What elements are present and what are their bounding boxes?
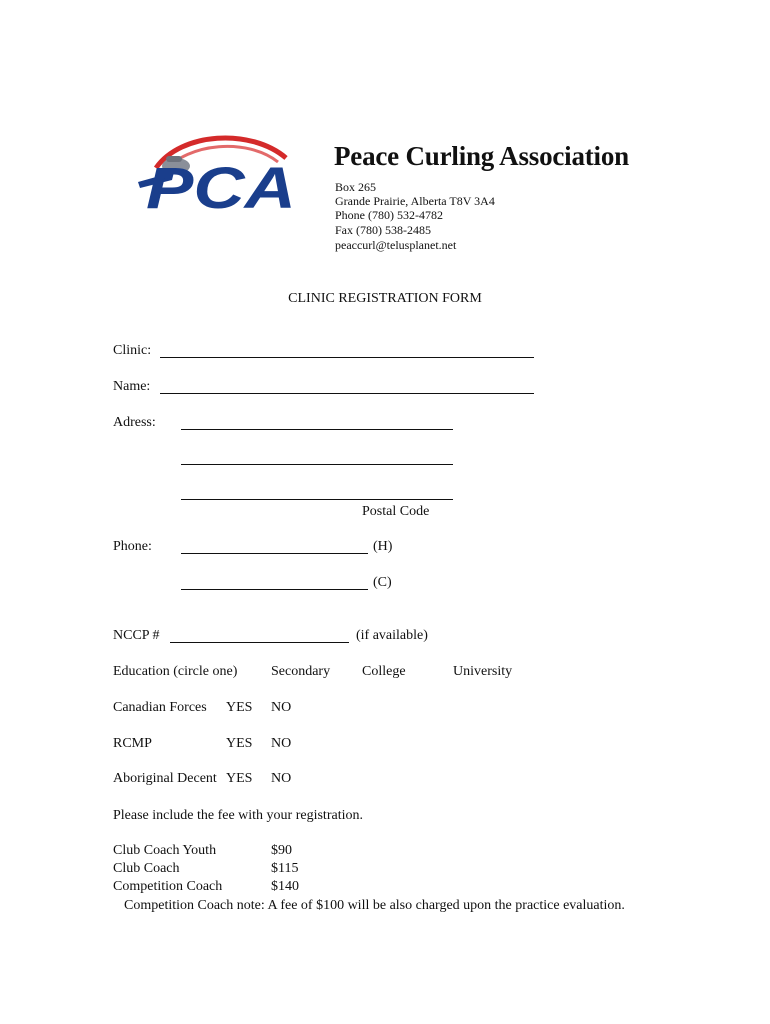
pca-logo (136, 132, 302, 218)
address-field-3[interactable] (181, 499, 453, 500)
nccp-field[interactable] (170, 642, 349, 643)
fee-item-price: $140 (271, 879, 299, 894)
aboriginal-label: Aboriginal Decent (113, 771, 217, 786)
address-line: Grande Prairie, Alberta T8V 3A4 (335, 194, 495, 208)
canadian-forces-label: Canadian Forces (113, 700, 207, 715)
canadian-forces-yes[interactable]: YES (226, 700, 253, 715)
clinic-field[interactable] (160, 357, 534, 358)
phone-label: Phone: (113, 539, 152, 554)
competition-coach-note: Competition Coach note: A fee of $100 will be also charged upon the practice evaluation. (124, 898, 625, 913)
address-line: Box 265 (335, 180, 377, 194)
name-field[interactable] (160, 393, 534, 394)
education-label: Education (circle one) (113, 664, 238, 679)
svg-text:PCA: PCA (146, 156, 296, 218)
rcmp-yes[interactable]: YES (226, 736, 253, 751)
education-option-secondary[interactable]: Secondary (271, 664, 331, 679)
name-label: Name: (113, 379, 151, 394)
address-field-1[interactable] (181, 429, 453, 430)
rcmp-label: RCMP (113, 736, 152, 751)
organization-name: Peace Curling Association (334, 141, 629, 171)
nccp-label: NCCP # (113, 628, 160, 643)
fee-item-name: Club Coach Youth (113, 843, 217, 858)
phone-cell-field[interactable] (181, 589, 368, 590)
postal-code-label: Postal Code (362, 504, 430, 519)
address-label: Adress: (113, 415, 156, 430)
nccp-note: (if available) (356, 628, 428, 643)
address-field-2[interactable] (181, 464, 453, 465)
fee-item-price: $115 (271, 861, 299, 876)
phone-cell-suffix: (C) (373, 575, 392, 590)
address-line: Phone (780) 532-4782 (335, 208, 443, 222)
phone-home-suffix: (H) (373, 539, 393, 554)
address-line: Fax (780) 538-2485 (335, 223, 431, 237)
aboriginal-yes[interactable]: YES (226, 771, 253, 786)
education-option-university[interactable]: University (453, 664, 513, 679)
email-address: peaccurl@telusplanet.net (335, 238, 457, 252)
aboriginal-no[interactable]: NO (271, 771, 292, 786)
fee-item-price: $90 (271, 843, 292, 858)
fee-item-name: Club Coach (113, 861, 180, 876)
education-option-college[interactable]: College (362, 664, 406, 679)
rcmp-no[interactable]: NO (271, 736, 292, 751)
curling-stone-logo-icon (136, 132, 302, 218)
fee-instructions: Please include the fee with your registration. (113, 808, 363, 823)
canadian-forces-no[interactable]: NO (271, 700, 292, 715)
form-title: CLINIC REGISTRATION FORM (288, 291, 482, 306)
phone-home-field[interactable] (181, 553, 368, 554)
fee-item-name: Competition Coach (113, 879, 223, 894)
clinic-label: Clinic: (113, 343, 152, 358)
